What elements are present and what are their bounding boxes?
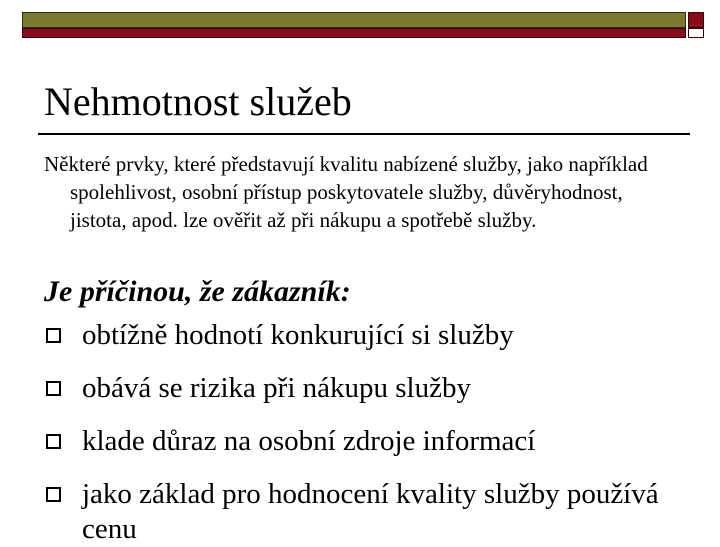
slide-title: Nehmotnost služeb: [44, 79, 352, 124]
hollow-square-bullet-icon: [46, 381, 61, 396]
bullet-item: [44, 477, 684, 547]
bullet-text: jako základ pro hodnocení kvality služby používá cenu: [82, 478, 659, 545]
decor-corner-square-outline: [688, 28, 704, 38]
decor-corner-square: [688, 12, 704, 28]
intro-paragraph: Některé prvky, které představují kvalitu nabízené služby, jako například spolehlivost, osobní přístup poskytovatele služby, důvěryhodnost, jistota, apod. lze ověřit až při nákupu a spotřebě služby.: [44, 152, 648, 232]
bullet-text: obává se rizika při nákupu služby: [82, 372, 471, 404]
title-divider: [38, 133, 690, 135]
hollow-square-bullet-icon: [46, 434, 61, 449]
bullet-item: [44, 318, 684, 353]
decor-crimson-bar: [22, 28, 686, 38]
bullet-text: obtížně hodnotí konkurující si služby: [82, 319, 514, 351]
decor-olive-bar: [22, 12, 686, 28]
bullet-item: [44, 424, 684, 459]
hollow-square-bullet-icon: [46, 328, 61, 343]
hollow-square-bullet-icon: [46, 487, 61, 502]
bullet-list: [44, 318, 684, 547]
bullet-item: [44, 371, 684, 406]
bullet-text: klade důraz na osobní zdroje informací: [82, 425, 536, 457]
lead-heading: Je příčinou, že zákazník:: [44, 275, 351, 308]
